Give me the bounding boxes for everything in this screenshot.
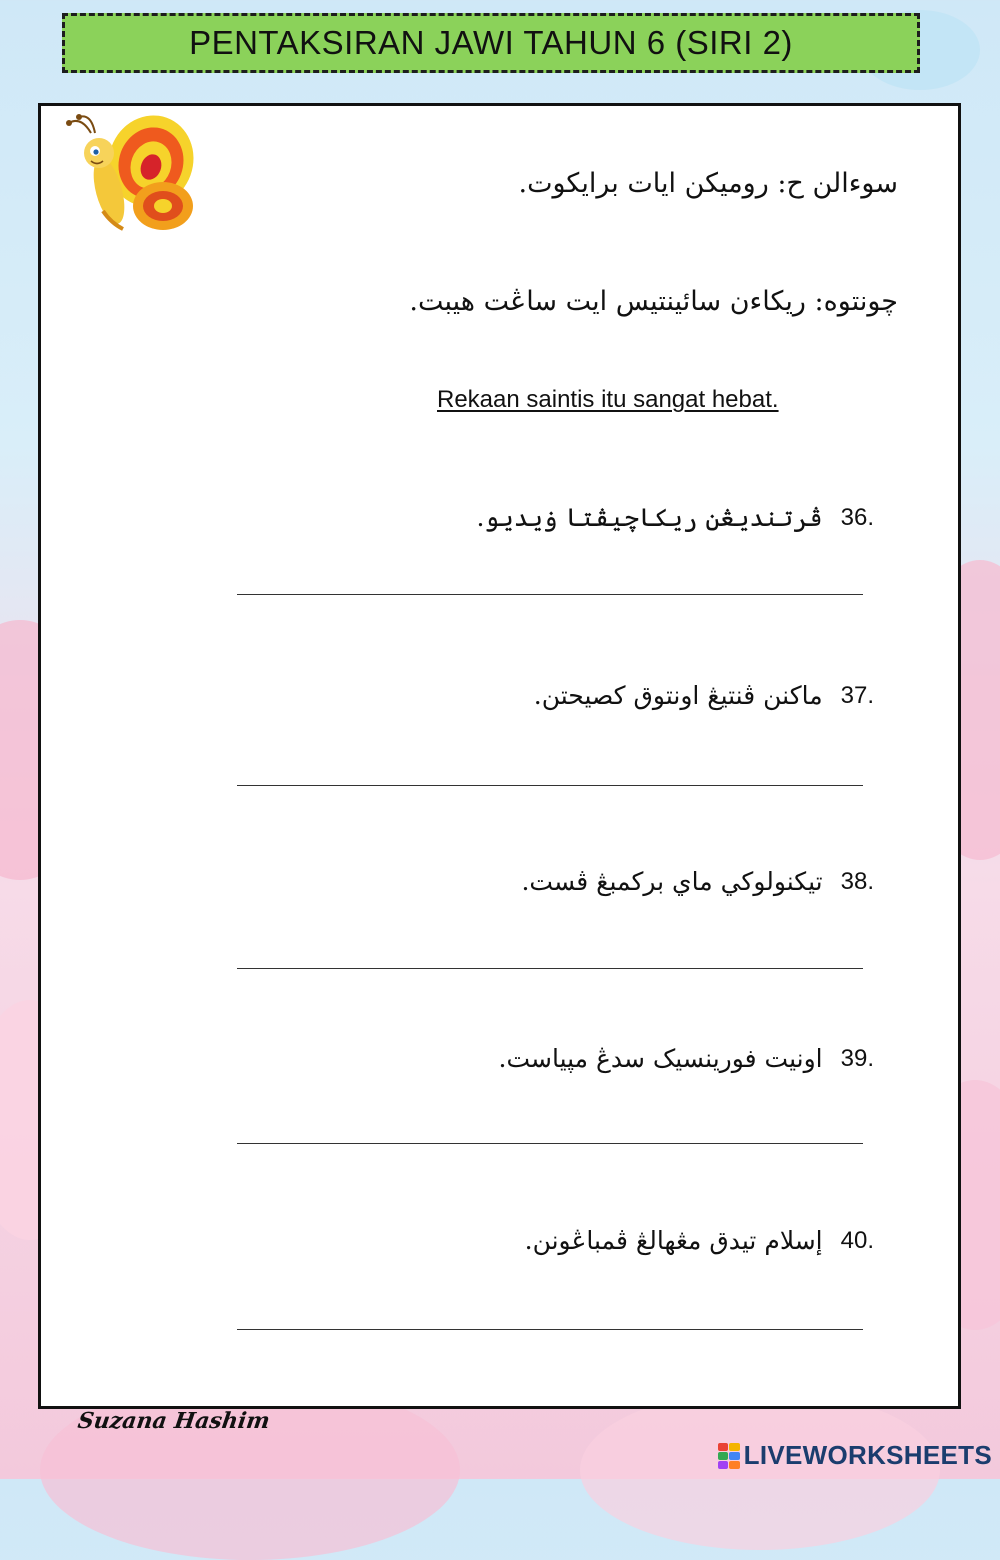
- question-number: 39.: [840, 1044, 874, 1072]
- question-number: 36.: [840, 503, 874, 531]
- question-text: ماکنن ڤنتيڠ اونتوق کصيحتن.: [533, 681, 823, 710]
- question-item: [534, 681, 874, 710]
- answer-line-40[interactable]: [237, 1329, 863, 1330]
- question-number: 37.: [840, 681, 874, 709]
- example-sentence: چونتوه: ريكاءن سائينتيس ايت ساڠت هيبت.: [409, 286, 898, 317]
- page-title-banner: [62, 13, 920, 73]
- question-number: 40.: [840, 1226, 874, 1254]
- question-number: 38.: [840, 867, 874, 895]
- question-item: [477, 503, 874, 532]
- answer-line-39[interactable]: [237, 1143, 863, 1144]
- brand-name: LIVEWORKSHEETS: [743, 1440, 992, 1470]
- question-heading: سوءالن ح: روميكن ايات برايكوت.: [518, 168, 898, 199]
- answer-line-38[interactable]: [237, 968, 863, 969]
- question-item: [499, 1044, 874, 1073]
- answer-line-36[interactable]: [237, 594, 863, 595]
- question-item: [525, 1226, 874, 1255]
- question-text: تيکنولوکي ماي برکمبڠ ڤست.: [521, 867, 823, 896]
- page-title: PENTAKSIRAN JAWI TAHUN 6 (SIRI 2): [189, 24, 793, 61]
- question-text: ڤرتنديڠن ريكاچيڤتا ۏيديو.: [476, 503, 823, 532]
- question-item: [521, 867, 874, 896]
- liveworksheets-brand[interactable]: [718, 1440, 992, 1471]
- liveworksheets-logo-icon: [718, 1443, 740, 1469]
- butterfly-icon: [51, 111, 201, 241]
- worksheet-panel: [38, 103, 961, 1409]
- author-signature: Suzana Hashim: [76, 1408, 272, 1434]
- question-text: اونيت فورينسيک سدڠ مپياست.: [498, 1044, 823, 1073]
- question-text: إسلام تيدق مڠهالڠ ڤمباڠونن.: [524, 1226, 823, 1255]
- example-answer: Rekaan saintis itu sangat hebat.: [437, 386, 779, 413]
- answer-line-37[interactable]: [237, 785, 863, 786]
